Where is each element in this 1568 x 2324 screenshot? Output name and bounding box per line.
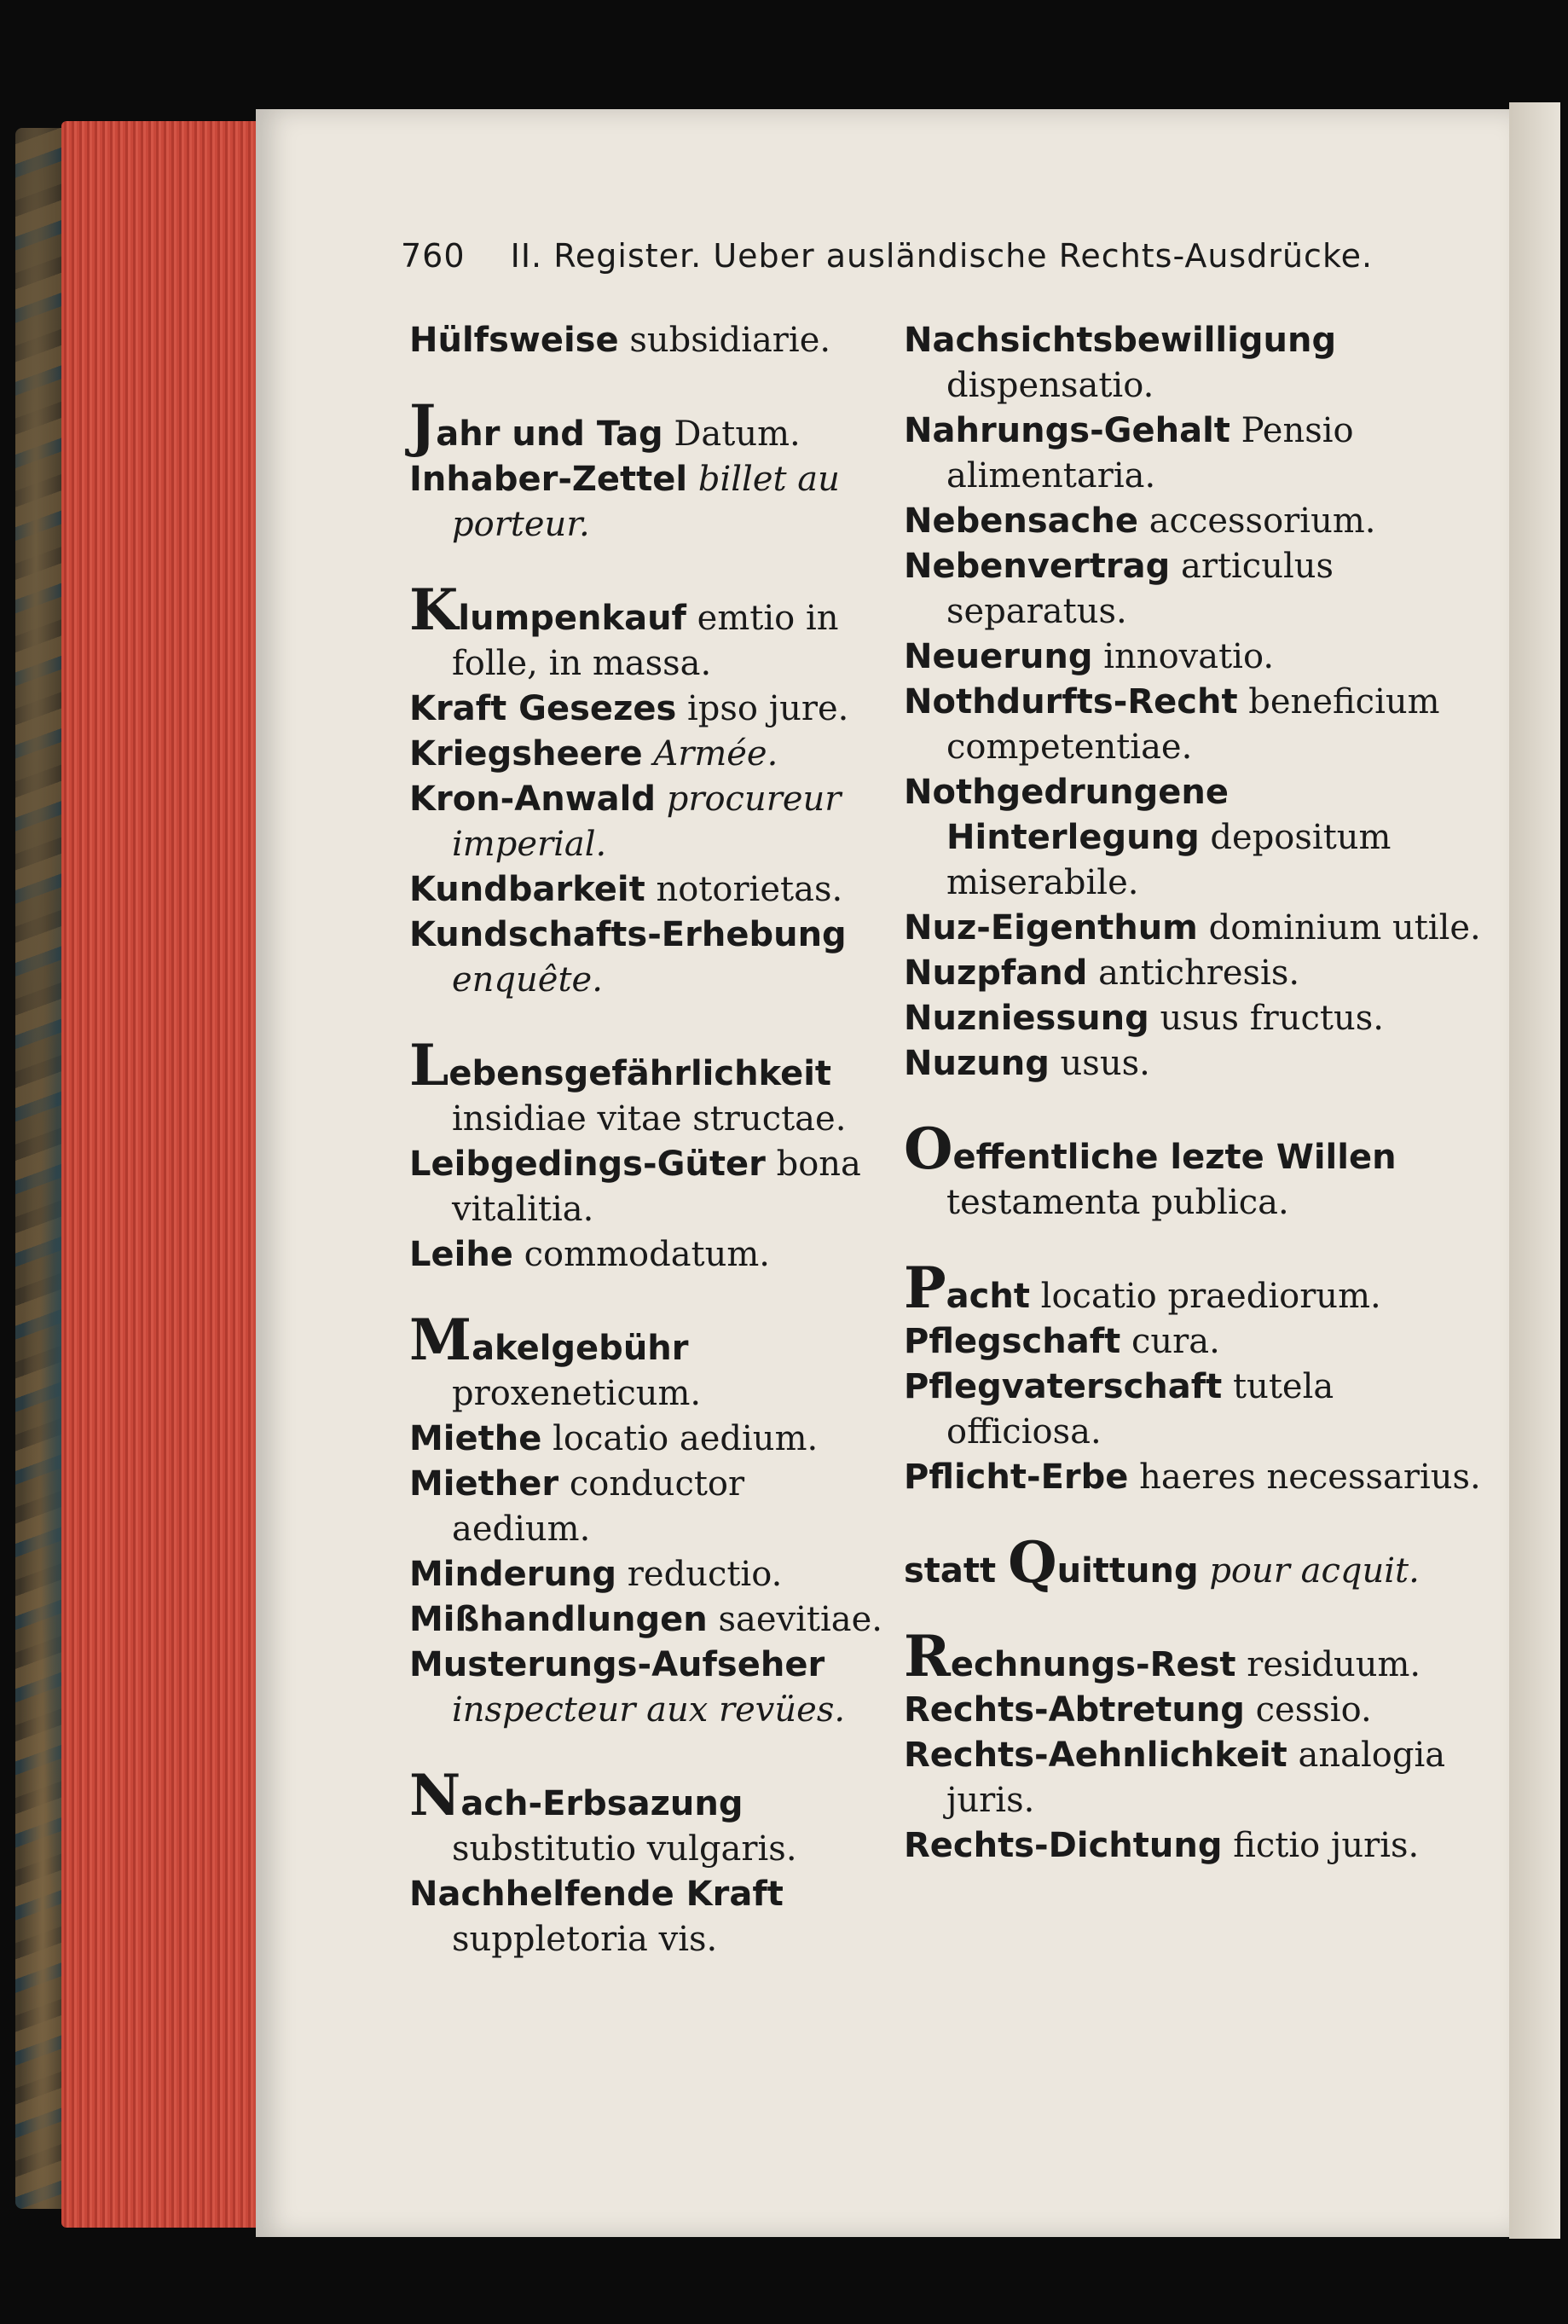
latin-translation: Pensio alimentaria. [946, 411, 1354, 496]
german-term: Inhaber-Zettel [409, 460, 688, 499]
entry-prefix: statt [904, 1551, 1009, 1591]
german-term: Pflegschaft [904, 1322, 1121, 1361]
latin-translation: usus fructus. [1160, 999, 1384, 1038]
section-initial: J [409, 392, 437, 459]
glossary-entry [409, 1872, 887, 1962]
glossary-entry [904, 1623, 1484, 1689]
german-term: Minderung [409, 1555, 617, 1594]
latin-translation: reductio. [627, 1555, 783, 1594]
glossary-entry [904, 1365, 1484, 1455]
glossary-entry [409, 913, 887, 1003]
german-term: Neuerung [904, 637, 1093, 676]
latin-translation: emtio in folle, in massa. [452, 599, 839, 683]
glossary-entry [409, 1552, 887, 1597]
latin-translation: innovatio. [1103, 637, 1275, 676]
glossary-entry [904, 770, 1484, 906]
german-term: Kundbarkeit [409, 870, 645, 909]
section-gap [904, 1226, 1484, 1271]
latin-translation: usus. [1060, 1044, 1150, 1083]
latin-translation: enquête. [452, 960, 603, 1000]
latin-translation: pour acquit. [1209, 1551, 1420, 1591]
german-term: Miether [409, 1464, 559, 1504]
german-term: Pflegvaterschaft [904, 1367, 1223, 1406]
latin-translation: analogia juris. [946, 1736, 1446, 1820]
left-column [409, 318, 887, 1962]
latin-translation: fictio juris. [1233, 1826, 1420, 1865]
latin-translation: suppletoria vis. [452, 1920, 718, 1959]
german-term: Nothgedrungene Hinterlegung [904, 773, 1229, 857]
page-number: 760 [401, 237, 466, 275]
german-term: Nebensache [904, 501, 1138, 541]
latin-translation: ipso jure. [687, 689, 849, 728]
glossary-entry [904, 1529, 1484, 1596]
glossary-entry [409, 577, 887, 687]
german-term: Nothdurfts-Recht [904, 682, 1238, 722]
glossary-entry [904, 1455, 1484, 1500]
glossary-entry [409, 1643, 887, 1733]
latin-translation: tutela officiosa. [946, 1367, 1334, 1452]
latin-translation: dominium utile. [1208, 908, 1481, 948]
glossary-entry [409, 1307, 887, 1417]
german-term: Rechts-Dichtung [904, 1826, 1223, 1865]
glossary-entry [409, 1462, 887, 1552]
latin-translation: dispensatio. [946, 366, 1154, 405]
german-term: Nuzpfand [904, 953, 1088, 993]
glossary-entry [904, 1255, 1484, 1321]
glossary-entry [409, 318, 887, 363]
german-term: Rechts-Aehnlichkeit [904, 1736, 1287, 1775]
german-term: lumpenkauf [458, 599, 686, 638]
red-page-edges [61, 121, 257, 2228]
section-initial: P [904, 1255, 946, 1321]
latin-translation: Armée. [653, 734, 778, 774]
german-term: Mißhandlungen [409, 1600, 708, 1639]
latin-translation: insidiae vitae structae. [452, 1099, 847, 1139]
glossary-entry [409, 687, 887, 732]
glossary-entry [904, 680, 1484, 770]
latin-translation: accessorium. [1149, 501, 1376, 541]
latin-translation: cura. [1131, 1322, 1220, 1361]
glossary-entry [904, 1823, 1484, 1869]
section-initial: O [904, 1116, 953, 1182]
glossary-entry [904, 1116, 1484, 1226]
latin-translation: Datum. [674, 414, 801, 454]
section-gap [409, 1003, 887, 1048]
latin-translation: depositum miserabile. [946, 818, 1392, 902]
glossary-entry [409, 1232, 887, 1278]
section-initial: K [409, 577, 459, 643]
latin-translation: articulus separatus. [946, 547, 1334, 631]
section-initial: R [904, 1623, 951, 1689]
facing-page-edge [1509, 102, 1560, 2239]
glossary-entry [904, 1733, 1484, 1823]
german-term: ebensgefährlichkeit [448, 1054, 832, 1093]
glossary-entry [409, 1417, 887, 1462]
german-term: uittung [1056, 1551, 1199, 1591]
section-initial: Q [1008, 1529, 1057, 1596]
latin-translation: procureur imperial. [452, 779, 842, 864]
german-term: Leibgedings-Güter [409, 1145, 766, 1184]
book-page [256, 109, 1509, 2237]
glossary-entry [904, 1688, 1484, 1733]
german-term: effentliche lezte Willen [952, 1138, 1397, 1177]
section-initial: M [409, 1307, 472, 1373]
glossary-entry [904, 318, 1484, 409]
latin-translation: conductor aedium. [452, 1464, 745, 1549]
glossary-entry [904, 906, 1484, 951]
german-term: Leihe [409, 1235, 513, 1274]
latin-translation: haeres necessarius. [1139, 1458, 1481, 1497]
running-title: II. Register. Ueber ausländische Rechts-Ausdrücke. [510, 237, 1374, 275]
section-gap [409, 1733, 887, 1778]
latin-translation: beneficium competentiae. [946, 682, 1440, 767]
german-term: Kron-Anwald [409, 779, 657, 819]
glossary-entry [409, 1142, 887, 1232]
latin-translation: inspecteur aux revües. [452, 1690, 846, 1730]
latin-translation: bona vitalitia. [452, 1145, 861, 1229]
latin-translation: notorietas. [656, 870, 843, 909]
latin-translation: billet au porteur. [452, 460, 840, 544]
german-term: Nuz-Eigenthum [904, 908, 1198, 948]
glossary-entry [409, 777, 887, 867]
glossary-entry [409, 1762, 887, 1872]
latin-translation: residuum. [1247, 1645, 1421, 1684]
glossary-entry [904, 635, 1484, 680]
section-gap [904, 1087, 1484, 1132]
latin-translation: saevitiae. [718, 1600, 883, 1639]
german-term: Nachhelfende Kraft [409, 1875, 784, 1914]
section-gap [409, 548, 887, 593]
glossary-entry [904, 544, 1484, 635]
german-term: Miethe [409, 1419, 542, 1458]
german-term: ach-Erbsazung [460, 1784, 743, 1823]
german-term: Kundschafts-Erhebung [409, 915, 847, 954]
german-term: Nebenvertrag [904, 547, 1171, 586]
section-initial: L [409, 1032, 449, 1098]
german-term: Nuzung [904, 1044, 1050, 1083]
latin-translation: proxeneticum. [452, 1374, 702, 1413]
latin-translation: substitutio vulgaris. [452, 1829, 797, 1869]
german-term: Rechts-Abtretung [904, 1690, 1245, 1730]
german-term: echnungs-Rest [950, 1645, 1236, 1684]
latin-translation: commodatum. [524, 1235, 771, 1274]
german-term: Nachsichtsbewilligung [904, 321, 1337, 360]
glossary-entry [409, 392, 887, 459]
german-term: acht [946, 1277, 1030, 1316]
latin-translation: testamenta publica. [946, 1183, 1289, 1222]
glossary-entry [409, 457, 887, 548]
german-term: Pflicht-Erbe [904, 1458, 1129, 1497]
latin-translation: antichresis. [1098, 953, 1300, 993]
glossary-entry [409, 732, 887, 777]
glossary-entry [904, 951, 1484, 996]
german-term: Nuzniessung [904, 999, 1149, 1038]
section-gap [409, 1278, 887, 1323]
german-term: Nahrungs-Gehalt [904, 411, 1230, 450]
right-column [904, 318, 1484, 1869]
glossary-entry [904, 996, 1484, 1041]
german-term: ahr und Tag [436, 414, 663, 454]
glossary-entry [904, 409, 1484, 499]
german-term: Hülfsweise [409, 321, 619, 360]
german-term: Kraft Gesezes [409, 689, 677, 728]
page-header [401, 237, 1492, 275]
glossary-entry [409, 1032, 887, 1142]
german-term: Musterungs-Aufseher [409, 1645, 825, 1684]
glossary-entry [904, 499, 1484, 544]
latin-translation: locatio aedium. [553, 1419, 819, 1458]
german-term: akelgebühr [472, 1329, 689, 1368]
latin-translation: cessio. [1255, 1690, 1372, 1730]
german-term: Kriegsheere [409, 734, 643, 774]
glossary-entry [409, 867, 887, 913]
glossary-entry [904, 1319, 1484, 1365]
section-gap [904, 1594, 1484, 1639]
section-initial: N [409, 1762, 461, 1828]
glossary-entry [409, 1597, 887, 1643]
latin-translation: locatio praediorum. [1040, 1277, 1381, 1316]
latin-translation: subsidiarie. [629, 321, 831, 360]
section-gap [409, 363, 887, 409]
section-gap [904, 1500, 1484, 1545]
glossary-entry [904, 1041, 1484, 1087]
